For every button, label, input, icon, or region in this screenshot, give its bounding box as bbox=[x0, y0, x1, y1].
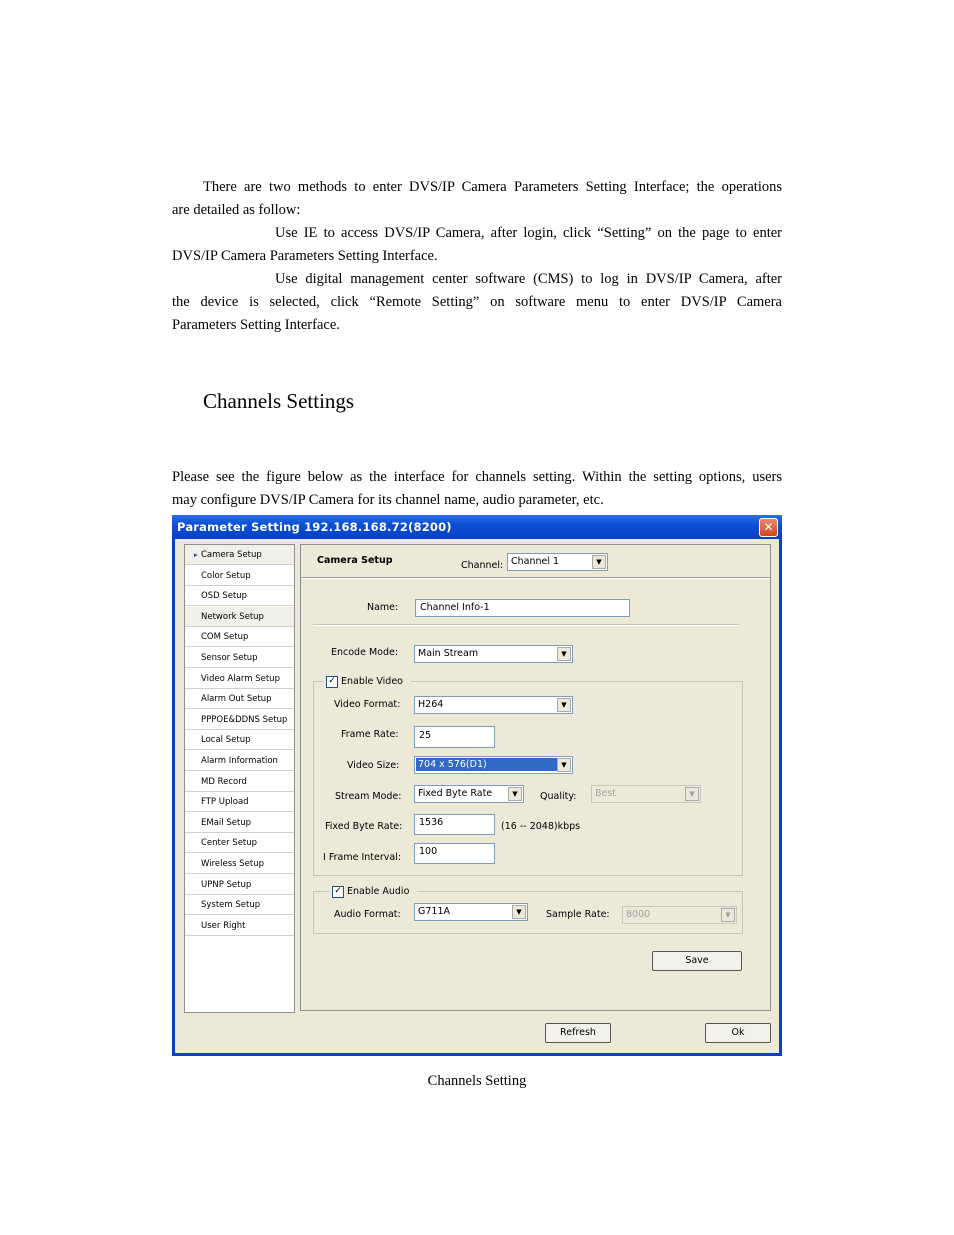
sidebar-item-label: Wireless Setup bbox=[201, 859, 265, 869]
settings-sidebar bbox=[184, 544, 295, 1013]
sidebar-item-wireless-setup[interactable] bbox=[185, 854, 294, 874]
chevron-down-icon: ▼ bbox=[557, 647, 571, 661]
chevron-down-icon: ▼ bbox=[557, 698, 571, 712]
sidebar-item-video-alarm-setup[interactable] bbox=[185, 669, 294, 689]
title-bar[interactable] bbox=[172, 515, 782, 539]
fixed-byte-rate-field[interactable]: 1536 bbox=[414, 814, 495, 835]
fixed-byte-rate-range: (16 -- 2048)kbps bbox=[501, 821, 581, 832]
encode-mode-label: Encode Mode: bbox=[331, 647, 399, 658]
sidebar-item-label: Camera Setup bbox=[201, 550, 262, 560]
video-format-value: H264 bbox=[418, 699, 444, 710]
figure-caption: Channels Setting bbox=[427, 1073, 527, 1089]
video-size-label: Video Size: bbox=[347, 760, 400, 771]
sidebar-item-ftp-upload[interactable] bbox=[185, 792, 294, 812]
sidebar-item-user-right[interactable] bbox=[185, 916, 294, 936]
encode-mode-select[interactable] bbox=[414, 645, 573, 663]
text-line: Use IE to access DVS/IP Camera, after login, click “Setting” on the page to enter bbox=[275, 225, 782, 241]
sidebar-item-email-setup[interactable] bbox=[185, 813, 294, 833]
chevron-down-icon: ▼ bbox=[508, 787, 522, 801]
pointer-icon: ▸ bbox=[194, 551, 198, 559]
quality-select bbox=[591, 785, 701, 803]
text-line: are detailed as follow: bbox=[172, 202, 301, 218]
save-button[interactable]: Save bbox=[652, 951, 742, 971]
sidebar-item-label: Alarm Out Setup bbox=[201, 694, 272, 705]
parameter-setting-dialog bbox=[172, 515, 782, 1056]
fixed-byte-rate-label: Fixed Byte Rate: bbox=[325, 821, 403, 832]
video-size-value: 704 x 576(D1) bbox=[416, 758, 557, 771]
sidebar-item-system-setup[interactable] bbox=[185, 895, 294, 915]
sidebar-item-upnp-setup[interactable] bbox=[185, 875, 294, 895]
section-heading: Channels Settings bbox=[203, 389, 355, 413]
sidebar-item-label: FTP Upload bbox=[201, 797, 249, 808]
text-line: Use digital management center software (CMS) to log in DVS/IP Camera, after bbox=[275, 271, 782, 287]
encode-mode-value: Main Stream bbox=[418, 648, 479, 659]
name-field[interactable]: Channel Info-1 bbox=[415, 599, 630, 617]
text-line: There are two methods to enter DVS/IP Camera Parameters Setting Interface; the operations bbox=[203, 179, 782, 195]
sidebar-item-label: Sensor Setup bbox=[201, 653, 258, 663]
quality-label: Quality: bbox=[540, 791, 577, 802]
stream-mode-value: Fixed Byte Rate bbox=[418, 788, 493, 799]
text-line: the device is selected, click “Remote Setting” on software menu to enter DVS/IP Camera bbox=[172, 294, 782, 310]
sidebar-item-label: PPPOE&DDNS Setup bbox=[201, 714, 288, 725]
enable-audio-toggle[interactable] bbox=[329, 884, 417, 898]
channel-value: Channel 1 bbox=[511, 556, 560, 567]
sidebar-item-label: COM Setup bbox=[201, 632, 249, 643]
chevron-down-icon: ▼ bbox=[685, 787, 699, 801]
divider bbox=[313, 624, 739, 626]
sidebar-item-label: Network Setup bbox=[201, 611, 264, 622]
text-line: DVS/IP Camera Parameters Setting Interface. bbox=[172, 248, 438, 264]
text-line: Please see the figure below as the interface for channels setting. Within the setting options, users bbox=[172, 469, 782, 485]
sidebar-item-label: Color Setup bbox=[201, 570, 251, 581]
sample-rate-value: 8000 bbox=[626, 909, 651, 920]
header-divider bbox=[301, 577, 770, 579]
stream-mode-select[interactable] bbox=[414, 785, 524, 803]
sidebar-item-pppoe-ddns-setup[interactable] bbox=[185, 710, 294, 730]
sample-rate-label: Sample Rate: bbox=[546, 909, 610, 920]
sample-rate-select bbox=[622, 906, 737, 924]
channel-label: Channel: bbox=[461, 560, 504, 571]
video-format-label: Video Format: bbox=[334, 699, 401, 710]
panel-title: Camera Setup bbox=[317, 555, 393, 566]
close-icon[interactable]: ✕ bbox=[759, 518, 778, 537]
enable-audio-label: Enable Audio bbox=[347, 886, 410, 897]
sidebar-item-alarm-out-setup[interactable] bbox=[185, 689, 294, 709]
sidebar-item-label: UPNP Setup bbox=[201, 879, 252, 890]
sidebar-item-label: Local Setup bbox=[201, 735, 251, 746]
sidebar-item-alarm-information[interactable] bbox=[185, 751, 294, 771]
sidebar-item-label: OSD Setup bbox=[201, 591, 248, 602]
chevron-down-icon: ▼ bbox=[557, 758, 571, 772]
sidebar-item-com-setup[interactable] bbox=[185, 627, 294, 647]
frame-rate-label: Frame Rate: bbox=[341, 729, 399, 740]
dialog-title: Parameter Setting 192.168.168.72(8200) bbox=[177, 520, 452, 534]
camera-setup-panel bbox=[300, 544, 771, 1011]
text-line: Parameters Setting Interface. bbox=[172, 317, 340, 333]
figure-intro-paragraph bbox=[172, 466, 782, 512]
sidebar-item-color-setup[interactable] bbox=[185, 566, 294, 586]
audio-format-label: Audio Format: bbox=[334, 909, 401, 920]
enable-video-label: Enable Video bbox=[341, 676, 403, 687]
enable-audio-checkbox[interactable]: ✓ bbox=[332, 886, 344, 898]
audio-format-select[interactable] bbox=[414, 903, 528, 921]
chevron-down-icon: ▼ bbox=[721, 908, 735, 922]
sidebar-item-md-record[interactable] bbox=[185, 772, 294, 792]
frame-rate-field[interactable]: 25 bbox=[414, 726, 495, 748]
sidebar-item-sensor-setup[interactable] bbox=[185, 648, 294, 668]
sidebar-item-osd-setup[interactable] bbox=[185, 586, 294, 606]
refresh-button[interactable]: Refresh bbox=[545, 1023, 611, 1043]
i-frame-interval-field[interactable]: 100 bbox=[414, 843, 495, 864]
stream-mode-label: Stream Mode: bbox=[335, 791, 402, 802]
ok-button[interactable]: Ok bbox=[705, 1023, 771, 1043]
name-label: Name: bbox=[367, 602, 399, 613]
sidebar-item-camera-setup[interactable] bbox=[185, 545, 294, 565]
sidebar-item-label: Alarm Information bbox=[201, 756, 278, 766]
chevron-down-icon: ▼ bbox=[512, 905, 526, 919]
channel-select[interactable] bbox=[507, 553, 608, 571]
sidebar-item-label: EMail Setup bbox=[201, 817, 252, 828]
intro-paragraph bbox=[172, 176, 782, 337]
sidebar-item-label: User Right bbox=[201, 920, 246, 931]
enable-video-checkbox[interactable]: ✓ bbox=[326, 676, 338, 688]
text-line: may configure DVS/IP Camera for its channel name, audio parameter, etc. bbox=[172, 492, 604, 508]
video-size-select[interactable] bbox=[414, 756, 573, 774]
sidebar-item-center-setup[interactable] bbox=[185, 833, 294, 853]
video-format-select[interactable] bbox=[414, 696, 573, 714]
dialog-client-area bbox=[175, 539, 779, 1053]
sidebar-item-local-setup[interactable] bbox=[185, 730, 294, 750]
sidebar-item-label: Video Alarm Setup bbox=[201, 673, 280, 684]
quality-value: Best bbox=[595, 788, 617, 799]
sidebar-item-label: System Setup bbox=[201, 900, 261, 911]
audio-format-value: G711A bbox=[418, 906, 450, 917]
enable-video-toggle[interactable] bbox=[323, 674, 411, 688]
i-frame-interval-label: I Frame Interval: bbox=[323, 852, 402, 863]
sidebar-item-label: MD Record bbox=[201, 776, 247, 787]
sidebar-item-network-setup[interactable] bbox=[185, 607, 294, 627]
chevron-down-icon: ▼ bbox=[592, 555, 606, 569]
sidebar-item-label: Center Setup bbox=[201, 838, 258, 849]
